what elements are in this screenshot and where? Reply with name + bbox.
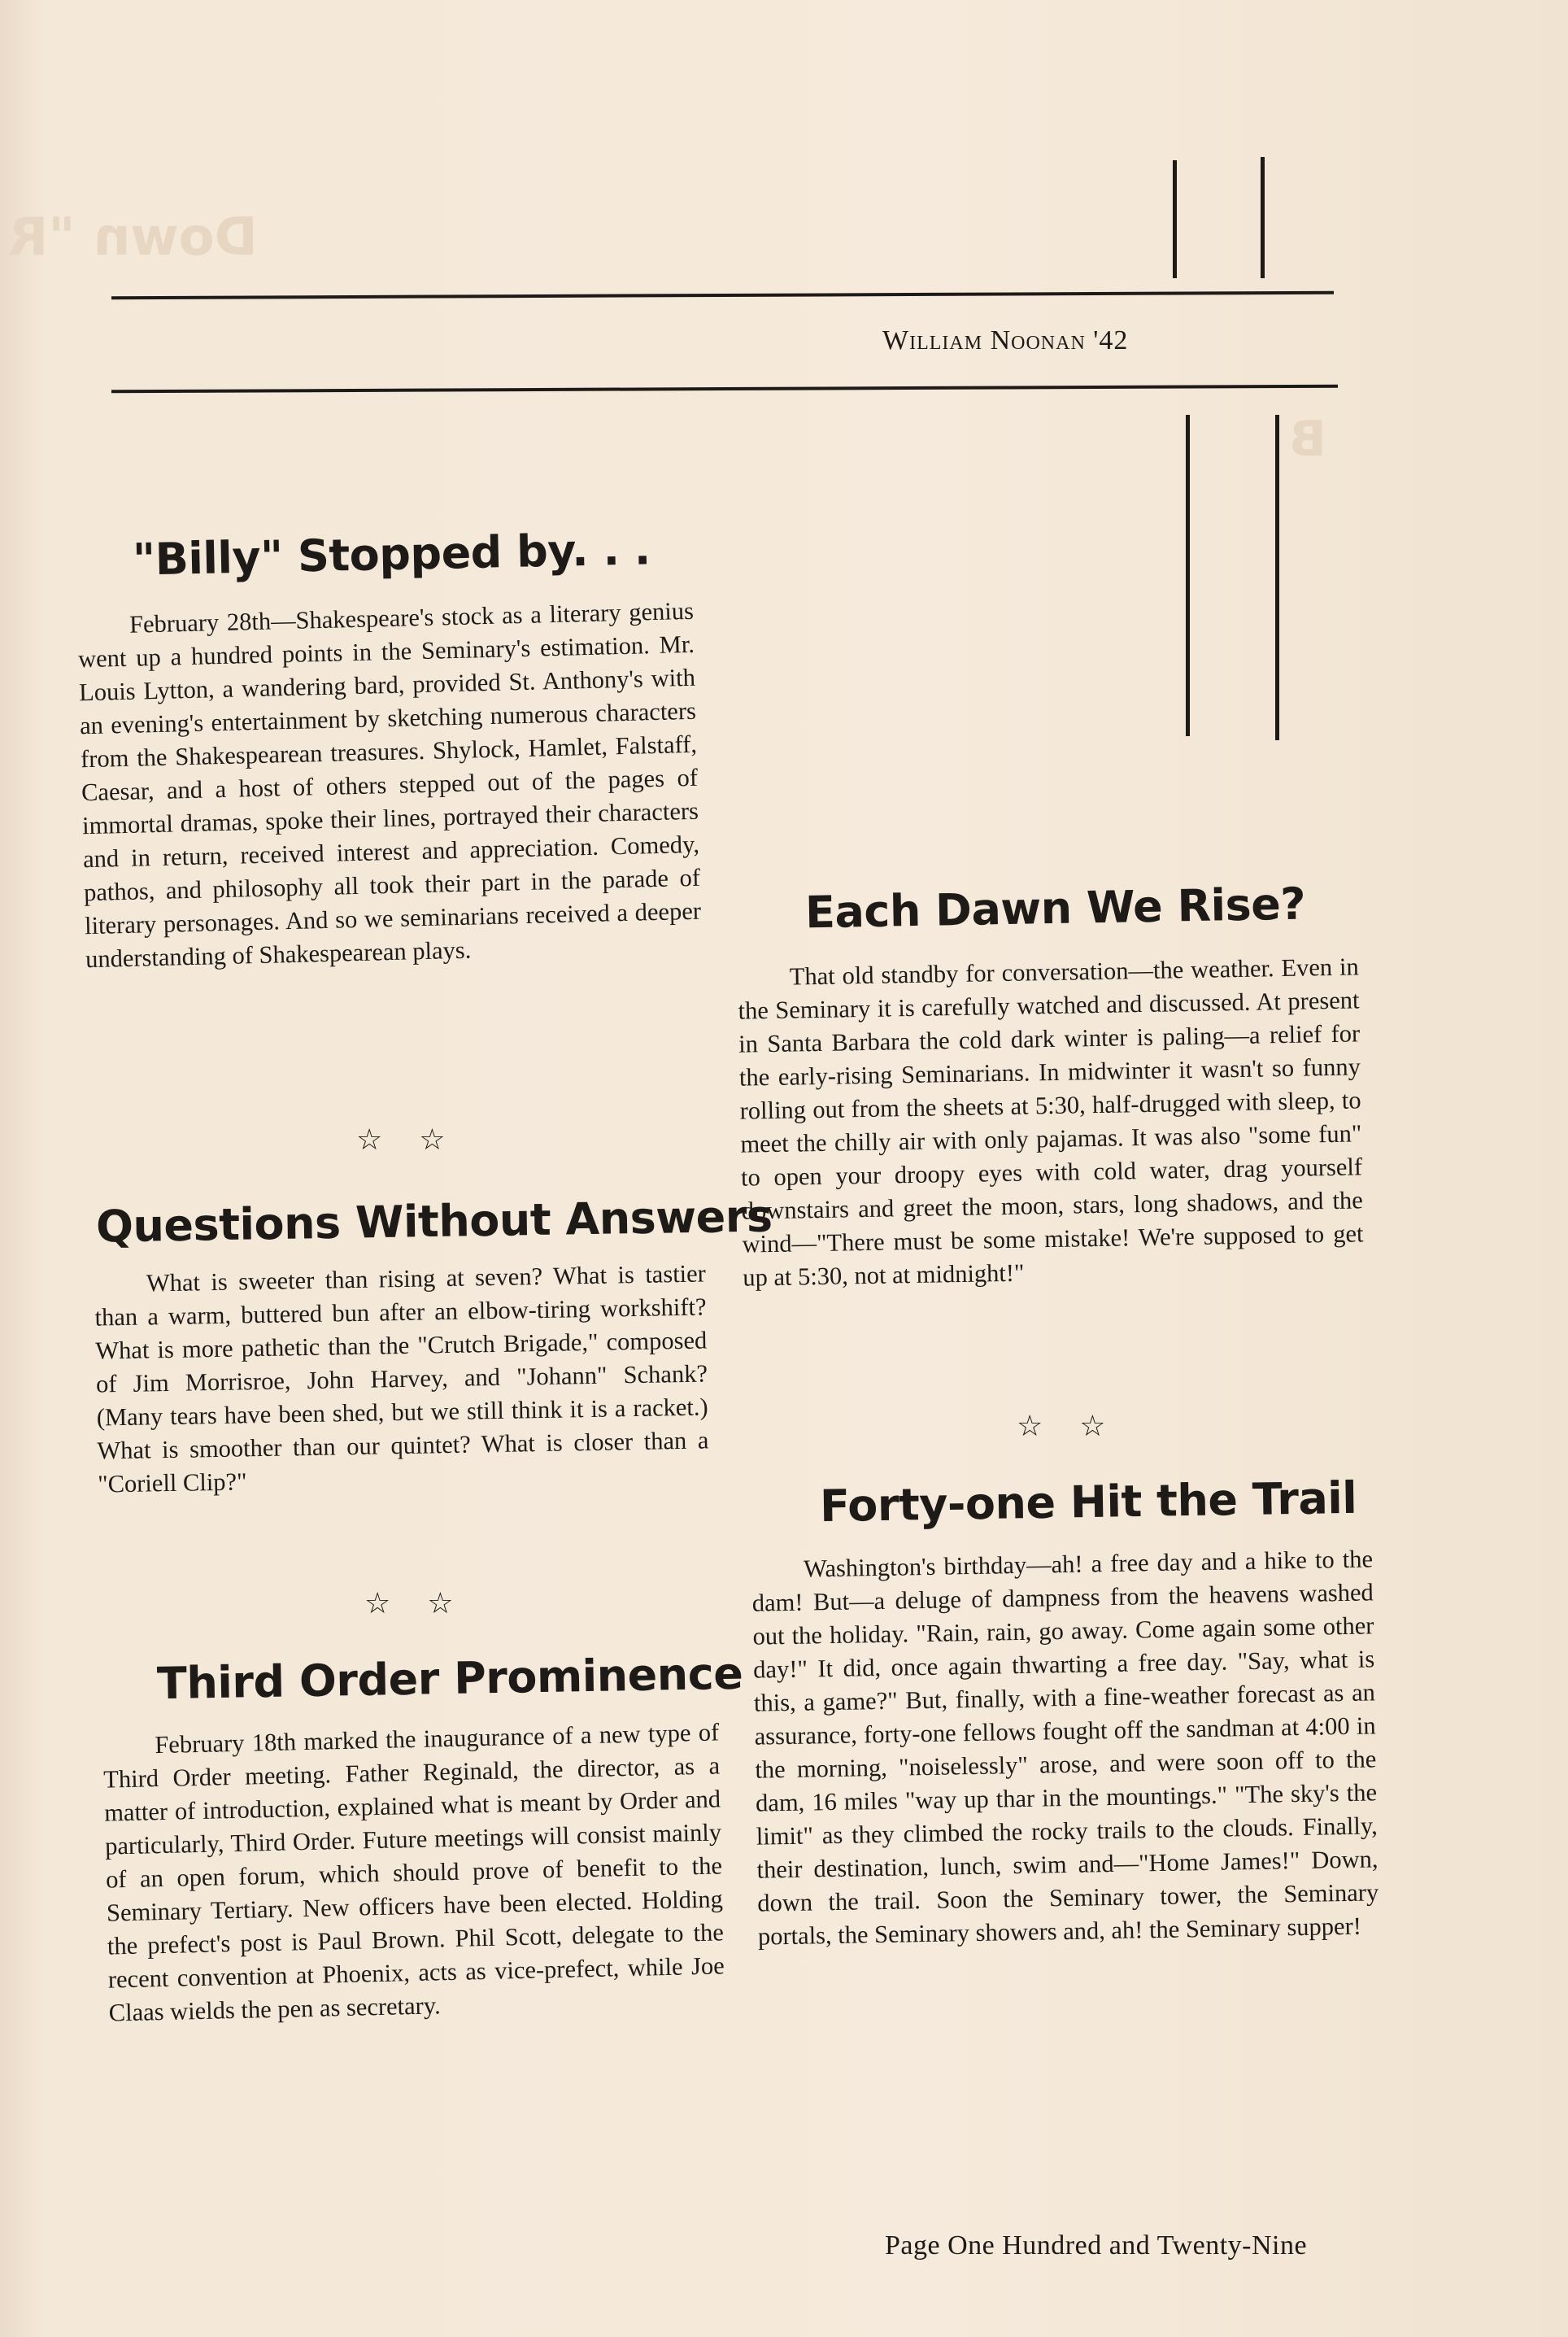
bleed-through-text-2: B: [1289, 411, 1326, 468]
lower-vertical-rule-right: [1275, 415, 1279, 740]
second-rule: [111, 385, 1338, 394]
page-number-footer: Page One Hundred and Twenty-Nine: [885, 2230, 1308, 2261]
article-body-questions-without-answers: What is sweeter than rising at seven? What is tastier than a warm, buttered bun after an elbow-tiring workshift? What is more pathetic than the "Crutch Brigade," composed of Jim Morrisroe, John Harvey, and "Johann" Schank? (Many tears have been shed, but we still think it is a racket.) What is smoother than our quintet? What is closer than a "Coriell Clip?": [94, 1259, 709, 1498]
upper-vertical-rule-right: [1261, 157, 1265, 278]
top-rule: [111, 291, 1334, 300]
headline-billy-stopped-by: "Billy" Stopped by. . .: [132, 523, 651, 586]
section-separator-stars: ☆ ☆: [364, 1587, 468, 1620]
section-separator-stars: ☆ ☆: [356, 1123, 460, 1156]
article-body-each-dawn-we-rise: That old standby for conversation—the weather. Even in the Seminary it is carefully watched and discussed. At present in Santa Barbara the cold dark winter is paling—a relief for the early-rising Seminarians. In midwinter it wasn't so funny rolling out from the sheets at 5:30, half-drugged with sleep, to meet the chilly air with only pajamas. It was also "some fun" to open your droopy eyes with cold water, drag yourself downstairs and greet the moon, stars, long shadows, and the wind—"There must be some mistake! We're supposed to get up at 5:30, not at midnight!": [738, 953, 1364, 1292]
lower-vertical-rule-left: [1186, 415, 1190, 736]
section-separator-stars: ☆ ☆: [1017, 1410, 1121, 1442]
author-byline: William Noonan '42: [882, 325, 1129, 355]
bleed-through-text-1: Down "R: [8, 207, 258, 268]
article-body-forty-one-hit-the-trail: Washington's birthday—ah! a free day and a hike to the dam! But—a deluge of dampness from the heavens washed out the holiday. "Rain, rain, go away. Come again some other day!" It did, once again thwarting a free day. "Say, what is this, a game?" But, finally, with a fine-weather forecast as an assurance, forty-one fellows fought off the sandman at 4:00 in the morning, "noiselessly" arose, and were soon off to the dam, 16 miles "way up thar in the mountings." "The sky's the limit" as they climbed the rocky trails to the clouds. Finally, their destination, lunch, swim and—"Home James!" Down, down the trail. Soon the Seminary tower, the Seminary portals, the Seminary showers and, ah! the Seminary supper!: [751, 1545, 1379, 1951]
upper-vertical-rule-left: [1173, 160, 1177, 278]
headline-third-order-prominence: Third Order Prominence: [156, 1647, 743, 1710]
headline-questions-without-answers: Questions Without Answers: [95, 1190, 773, 1253]
headline-each-dawn-we-rise: Each Dawn We Rise?: [804, 878, 1306, 939]
article-body-billy-stopped-by: February 28th—Shakespeare's stock as a literary genius went up a hundred points in the Seminary's estimation. Mr. Louis Lytton, a wandering bard, provided St. Anthony's with an evening's entertainment by sketching numerous characters from the Shakespearean treasures. Shylock, Hamlet, Falstaff, Caesar, and a host of others stepped out of the pages of immortal dramas, spoke their lines, portrayed their characters and in return, received interest and appreciation. Comedy, pathos, and philosophy all took their part in the parade of literary personages. And so we seminarians received a deeper understanding of Shakespearean plays.: [77, 596, 702, 974]
headline-forty-one-hit-the-trail: Forty-one Hit the Trail: [819, 1472, 1357, 1533]
article-body-third-order-prominence: February 18th marked the inaugurance of a new type of Third Order meeting. Father Reginald, the director, as a matter of introduction, explained what is meant by Order and particularly, Third Order. Future meetings will consist mainly of an open forum, which should prove of benefit to the Seminary Tertiary. New officers have been elected. Holding the prefect's post is Paul Brown. Phil Scott, delegate to the recent convention at Phoenix, acts as vice-prefect, while Joe Claas wields the pen as secretary.: [102, 1718, 725, 2027]
